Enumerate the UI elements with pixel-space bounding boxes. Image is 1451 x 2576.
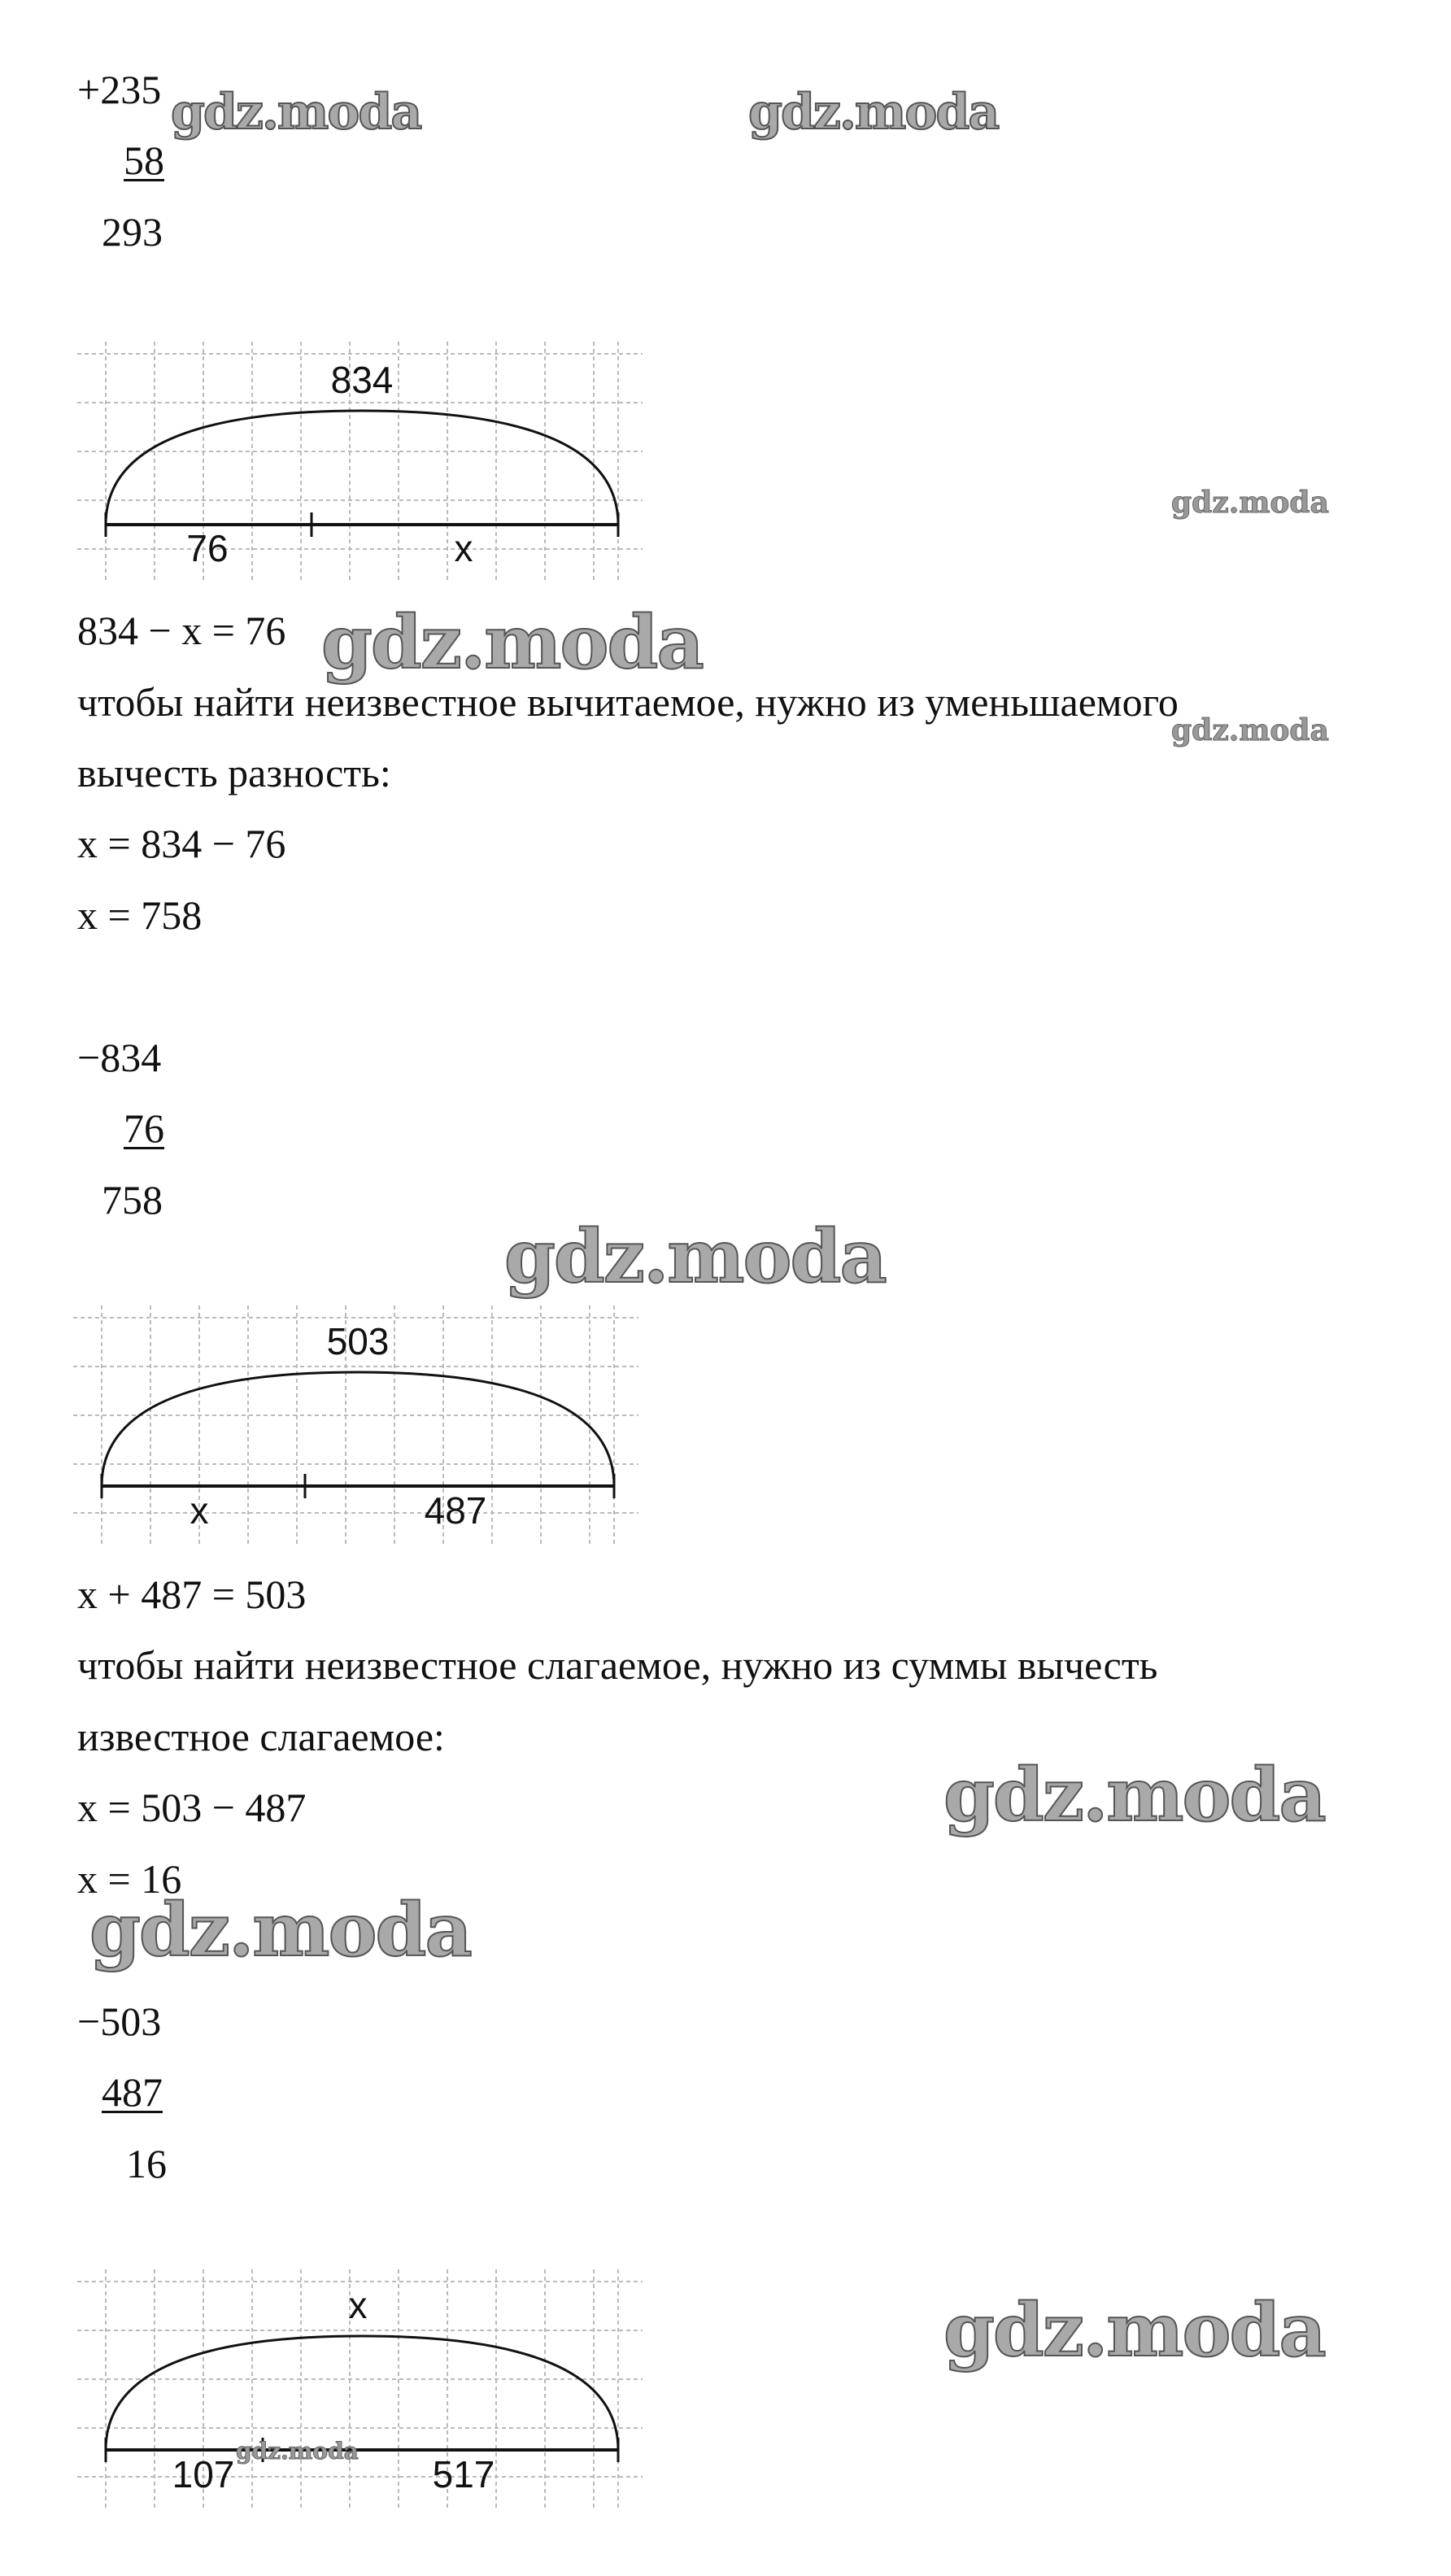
subtraction-2-line-1: −503	[77, 1998, 162, 2044]
subtraction-1-line-1: −834	[77, 1035, 162, 1080]
segment-diagram-3	[77, 2269, 647, 2513]
subtraction-1-line-2: 76	[124, 1105, 164, 1151]
rule-1-line-2: вычесть разность:	[77, 750, 391, 795]
addition-line-1: +235	[77, 67, 162, 112]
rule-2-line-2: известное слагаемое:	[77, 1714, 445, 1759]
addition-result: 293	[102, 209, 163, 255]
rule-1-line-1: чтобы найти неизвестное вычитаемое, нужно из уменьшаемого	[77, 679, 1179, 725]
segment-diagram-1	[77, 342, 647, 586]
diagram3-right-label: 517	[432, 2453, 495, 2495]
equation-2: x + 487 = 503	[77, 1571, 307, 1617]
watermark: gdz.moda	[504, 1214, 886, 1300]
equation-1: 834 − x = 76	[77, 608, 286, 653]
addition-line-2: 58	[124, 137, 164, 183]
diagram3-left-label: 107	[172, 2453, 235, 2495]
solution-2-step-1: x = 503 − 487	[77, 1785, 307, 1830]
watermark: gdz.moda	[236, 2438, 359, 2465]
watermark: gdz.moda	[89, 1887, 471, 1973]
rule-2-line-1: чтобы найти неизвестное слагаемое, нужно из суммы вычесть	[77, 1642, 1158, 1688]
watermark: gdz.moda	[1171, 486, 1329, 520]
watermark: gdz.moda	[943, 1752, 1325, 1838]
arc-2	[102, 1372, 614, 1486]
solution-2-step-2: x = 16	[77, 1856, 182, 1902]
diagram2-top-label: 503	[326, 1320, 390, 1362]
watermark: gdz.moda	[1171, 713, 1329, 748]
arc-3	[106, 2336, 618, 2450]
diagram1-right-label: x	[454, 527, 473, 569]
subtraction-2-line-2: 487	[102, 2069, 163, 2115]
solution-1-step-1: x = 834 − 76	[77, 821, 286, 866]
subtraction-1-result: 758	[102, 1177, 163, 1223]
subtraction-2-result: 16	[126, 2141, 167, 2186]
segment-diagram-2	[73, 1305, 643, 1550]
diagram3-top-label: x	[348, 2284, 368, 2326]
solution-1-step-2: x = 758	[77, 892, 203, 938]
arc-1	[106, 411, 618, 525]
diagram2-right-label: 487	[424, 1489, 487, 1532]
diagram2-left-label: x	[190, 1489, 209, 1532]
watermark: gdz.moda	[943, 2287, 1325, 2373]
watermark: gdz.moda	[748, 84, 999, 141]
watermark: gdz.moda	[171, 84, 421, 141]
diagram1-left-label: 76	[186, 527, 229, 569]
watermark: gdz.moda	[321, 599, 703, 686]
diagram1-top-label: 834	[330, 359, 394, 401]
